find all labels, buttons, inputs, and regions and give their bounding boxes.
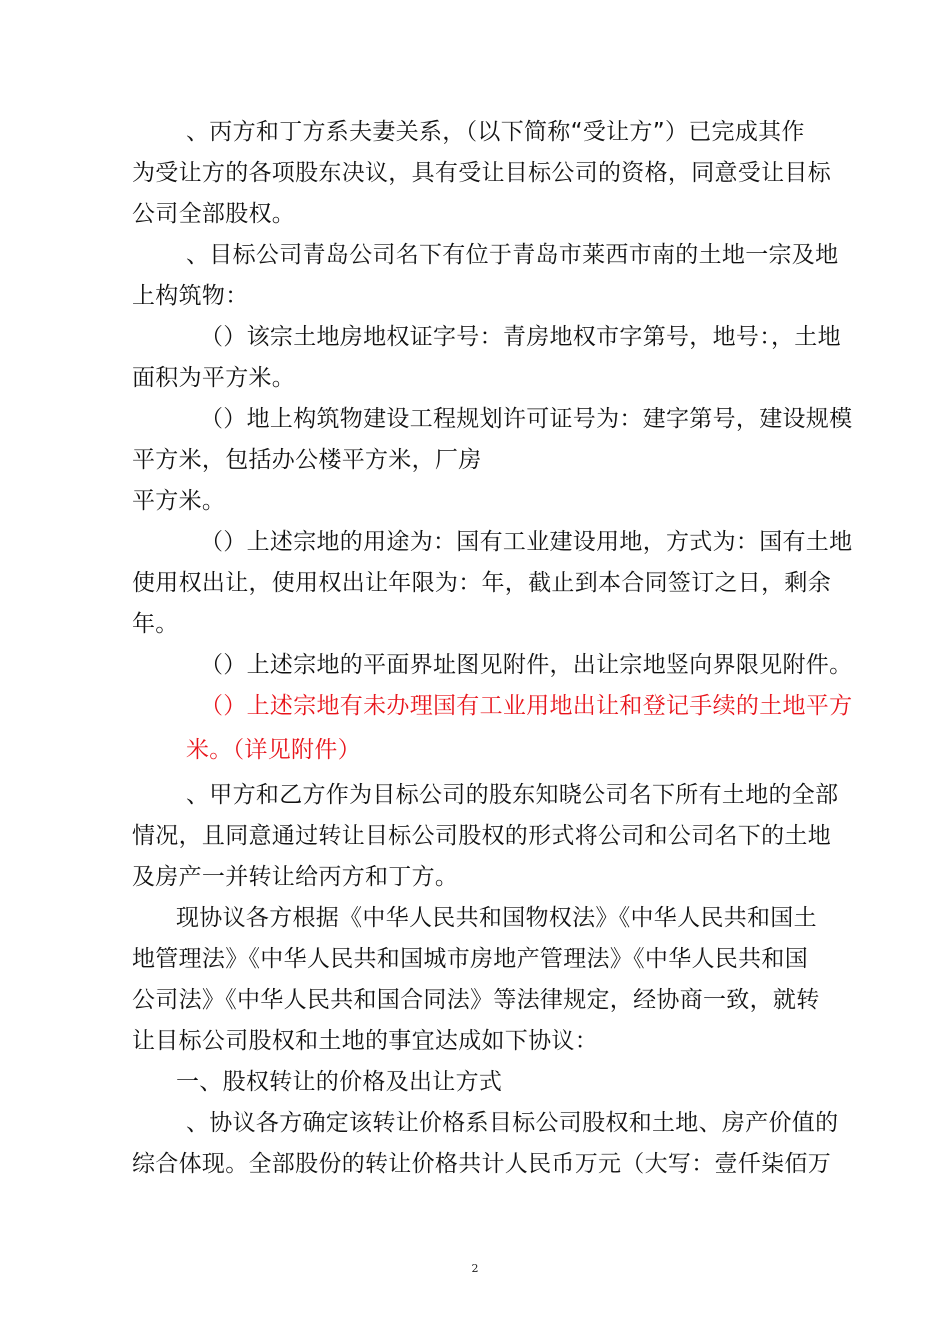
- text-line: 平方米，包括办公楼平方米，厂房: [132, 447, 482, 473]
- text-line: 公司法》《中华人民共和国合同法》等法律规定，经协商一致，就转: [132, 987, 820, 1013]
- text-line: 面积为平方米。: [132, 365, 296, 391]
- text-line: 、丙方和丁方系夫妻关系，（以下简称“受让方”）已完成其作: [186, 119, 805, 145]
- text-line: 、协议各方确定该转让价格系目标公司股权和土地、房产价值的: [186, 1110, 839, 1136]
- text-line: 现协议各方根据《中华人民共和国物权法》《中华人民共和国土: [176, 905, 817, 931]
- section-heading: 一、股权转让的价格及出让方式: [176, 1069, 503, 1095]
- text-line: 地管理法》《中华人民共和国城市房地产管理法》《中华人民共和国: [132, 946, 808, 972]
- text-line: 、目标公司青岛公司名下有位于青岛市莱西市南的土地一宗及地: [186, 242, 839, 268]
- text-line: （）上述宗地的平面界址图见附件，出让宗地竖向界限见附件。: [200, 652, 853, 678]
- text-line: 公司全部股权。: [132, 201, 296, 227]
- text-line: 年。: [132, 611, 179, 637]
- text-line: 及房产一并转让给丙方和丁方。: [132, 864, 459, 890]
- text-line: 综合体现。全部股份的转让价格共计人民币万元（大写：壹仟柒佰万: [132, 1151, 831, 1177]
- text-line: 、甲方和乙方作为目标公司的股东知晓公司名下所有土地的全部: [186, 782, 839, 808]
- text-line: （）上述宗地的用途为：国有工业建设用地，方式为：国有土地: [200, 529, 853, 555]
- text-line: （）地上构筑物建设工程规划许可证号为：建字第号，建设规模: [200, 406, 853, 432]
- text-line: 情况，且同意通过转让目标公司股权的形式将公司和公司名下的土地: [132, 823, 831, 849]
- highlighted-text-line: （）上述宗地有未办理国有工业用地出让和登记手续的土地平方: [200, 693, 853, 719]
- text-line: 上构筑物：: [132, 283, 249, 309]
- text-line: 使用权出让，使用权出让年限为：年，截止到本合同签订之日，剩余: [132, 570, 831, 596]
- text-line: 为受让方的各项股东决议，具有受让目标公司的资格，同意受让目标: [132, 160, 831, 186]
- text-line: （）该宗土地房地权证字号：青房地权市字第号，地号：，土地: [200, 324, 841, 350]
- page-number: 2: [471, 1262, 479, 1275]
- text-line: 平方米。: [132, 488, 226, 514]
- text-line: 让目标公司股权和土地的事宜达成如下协议：: [132, 1028, 598, 1054]
- highlighted-text-line: 米。（详见附件）: [186, 737, 361, 763]
